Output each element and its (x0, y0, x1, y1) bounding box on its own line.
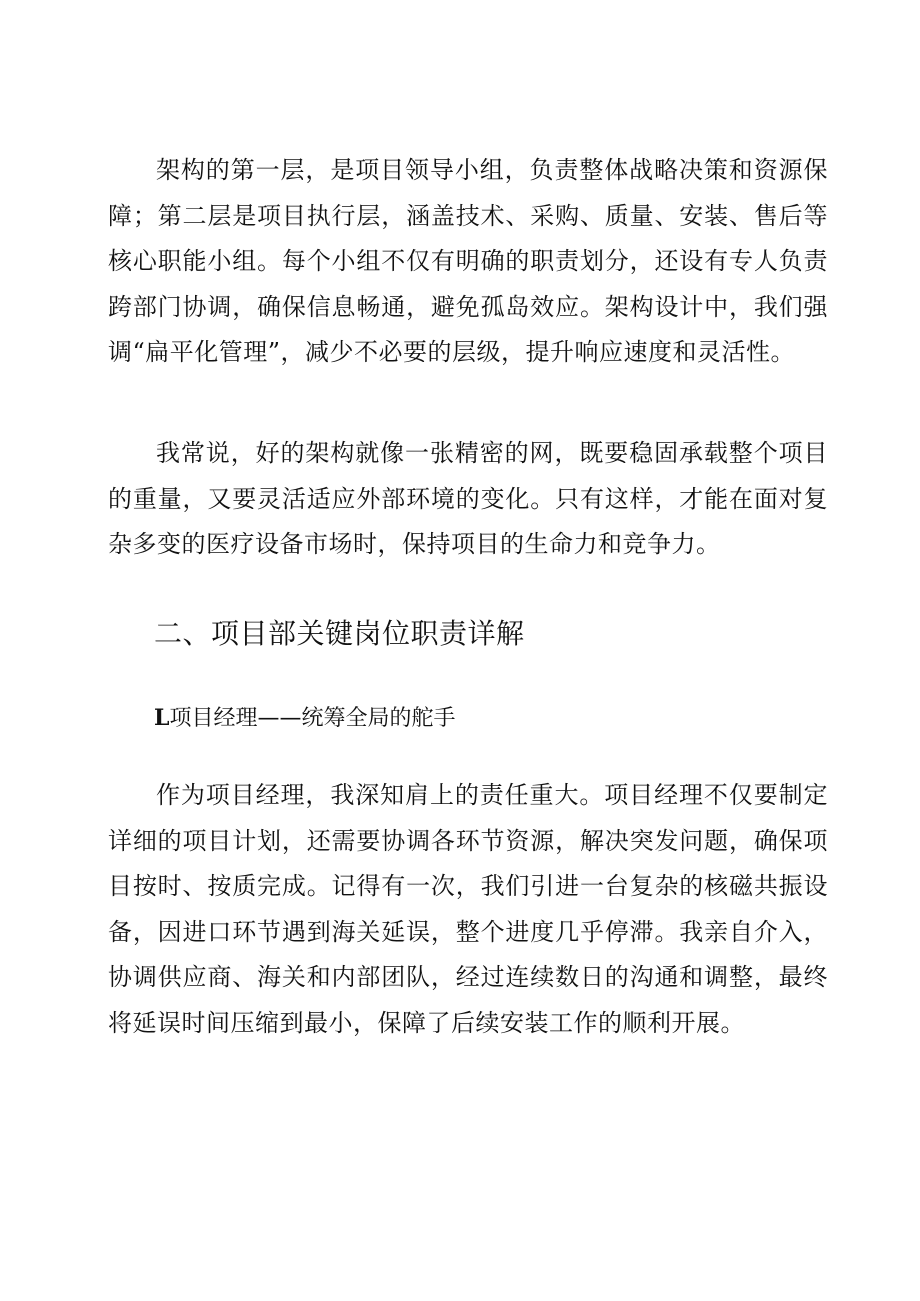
subsection-title: 项目经理——统筹全局的舵手 (169, 706, 456, 731)
body-paragraph-project-manager: 作为项目经理，我深知肩上的责任重大。项目经理不仅要制定详细的项目计划，还需要协调各环节资源，解决突发问题，确保项目按时、按质完成。记得有一次，我们引进一台复杂的核磁共振设备，因进口环节遇到海关延误，整个进度几乎停滞。我亲自介入，协调供应商、海关和内部团队，经过连续数日的沟通和调整，最终将延误时间压缩到最小，保障了后续安装工作的顺利开展。 (108, 781, 828, 1037)
subsection-heading (154, 701, 455, 736)
section-heading: 二、项目部关键岗位职责详解 (154, 617, 525, 650)
body-paragraph-network-metaphor: 我常说，好的架构就像一张精密的网，既要稳固承载整个项目的重量，又要灵活适应外部环境的变化。只有这样，才能在面对复杂多变的医疗设备市场时，保持项目的生命力和竞争力。 (108, 439, 828, 558)
body-paragraph-architecture: 架构的第一层，是项目领导小组，负责整体战略决策和资源保障；第二层是项目执行层，涵盖技术、采购、质量、安装、售后等核心职能小组。每个小组不仅有明确的职责划分，还设有专人负责跨部门协调，确保信息畅通，避免孤岛效应。架构设计中，我们强调“扁平化管理”，减少不必要的层级，提升响应速度和灵活性。 (108, 156, 828, 366)
subsection-number: L (154, 705, 170, 731)
